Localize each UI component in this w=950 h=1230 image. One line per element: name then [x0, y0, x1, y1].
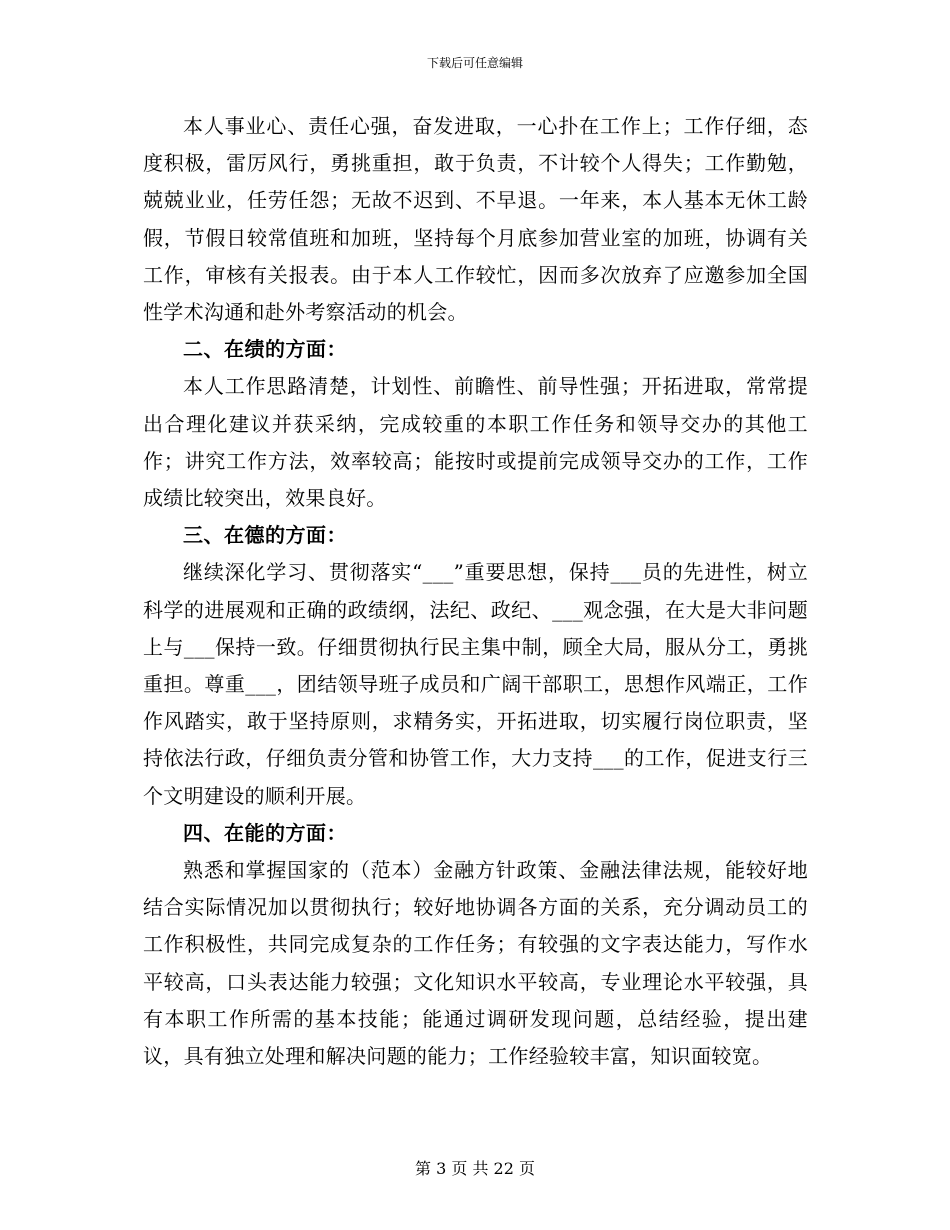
paragraph-performance: 本人工作思路清楚，计划性、前瞻性、前导性强；开拓进取，常常提出合理化建议并获采纳，完成较重的本职工作任务和领导交办的其他工作；讲究工作方法，效率较高；能按时或提前完成领导交办的工作，工作成绩比较突出，效果良好。	[143, 374, 808, 511]
document-body	[143, 108, 808, 1075]
header-note: 下载后可任意编辑	[426, 56, 523, 70]
paragraph-attitude: 本人事业心、责任心强，奋发进取，一心扑在工作上；工作仔细，态度积极，雷厉风行，勇挑重担，敢于负责，不计较个人得失；工作勤勉，兢兢业业，任劳任怨；无故不迟到、不早退。一年来，本人基本无休工龄假，节假日较常值班和加班，坚持每个月底参加营业室的加班，协调有关工作，审核有关报表。由于本人工作较忙，因而多次放弃了应邀参加全国性学术沟通和赴外考察活动的机会。	[143, 114, 808, 325]
paragraph-morality: 继续深化学习、贯彻落实“___”重要思想，保持___员的先进性，树立科学的进展观和正确的政绩纲，法纪、政纪、___观念强，在大是大非问题上与___保持一致。仔细贯彻执行民主集中制，顾全大局，服从分工，勇挑重担。尊重___，团结领导班子成员和广阔干部职工，思想作风端正，工作作风踏实，敢于坚持原则，求精务实，开拓进取，切实履行岗位职责，坚持依法行政，仔细负责分管和协管工作，大力支持___的工作，促进支行三个文明建设的顺利开展。	[143, 560, 808, 808]
paragraph-ability: 熟悉和掌握国家的（范本）金融方针政策、金融法律法规，能较好地结合实际情况加以贯彻执行；较好地协调各方面的关系，充分调动员工的工作积极性，共同完成复杂的工作任务；有较强的文字表达能力，写作水平较高，口头表达能力较强；文化知识水平较高，专业理论水平较强，具有本职工作所需的基本技能；能通过调研发现问题，总结经验，提出建议，具有独立处理和解决问题的能力；工作经验较丰富，知识面较宽。	[143, 858, 808, 1069]
page-number-footer: 第 3 页 共 22 页	[415, 1159, 535, 1178]
section-heading-ability: 四、在能的方面：	[183, 820, 347, 845]
section-heading-morality: 三、在德的方面：	[183, 523, 347, 548]
section-heading-performance: 二、在绩的方面：	[183, 337, 347, 362]
